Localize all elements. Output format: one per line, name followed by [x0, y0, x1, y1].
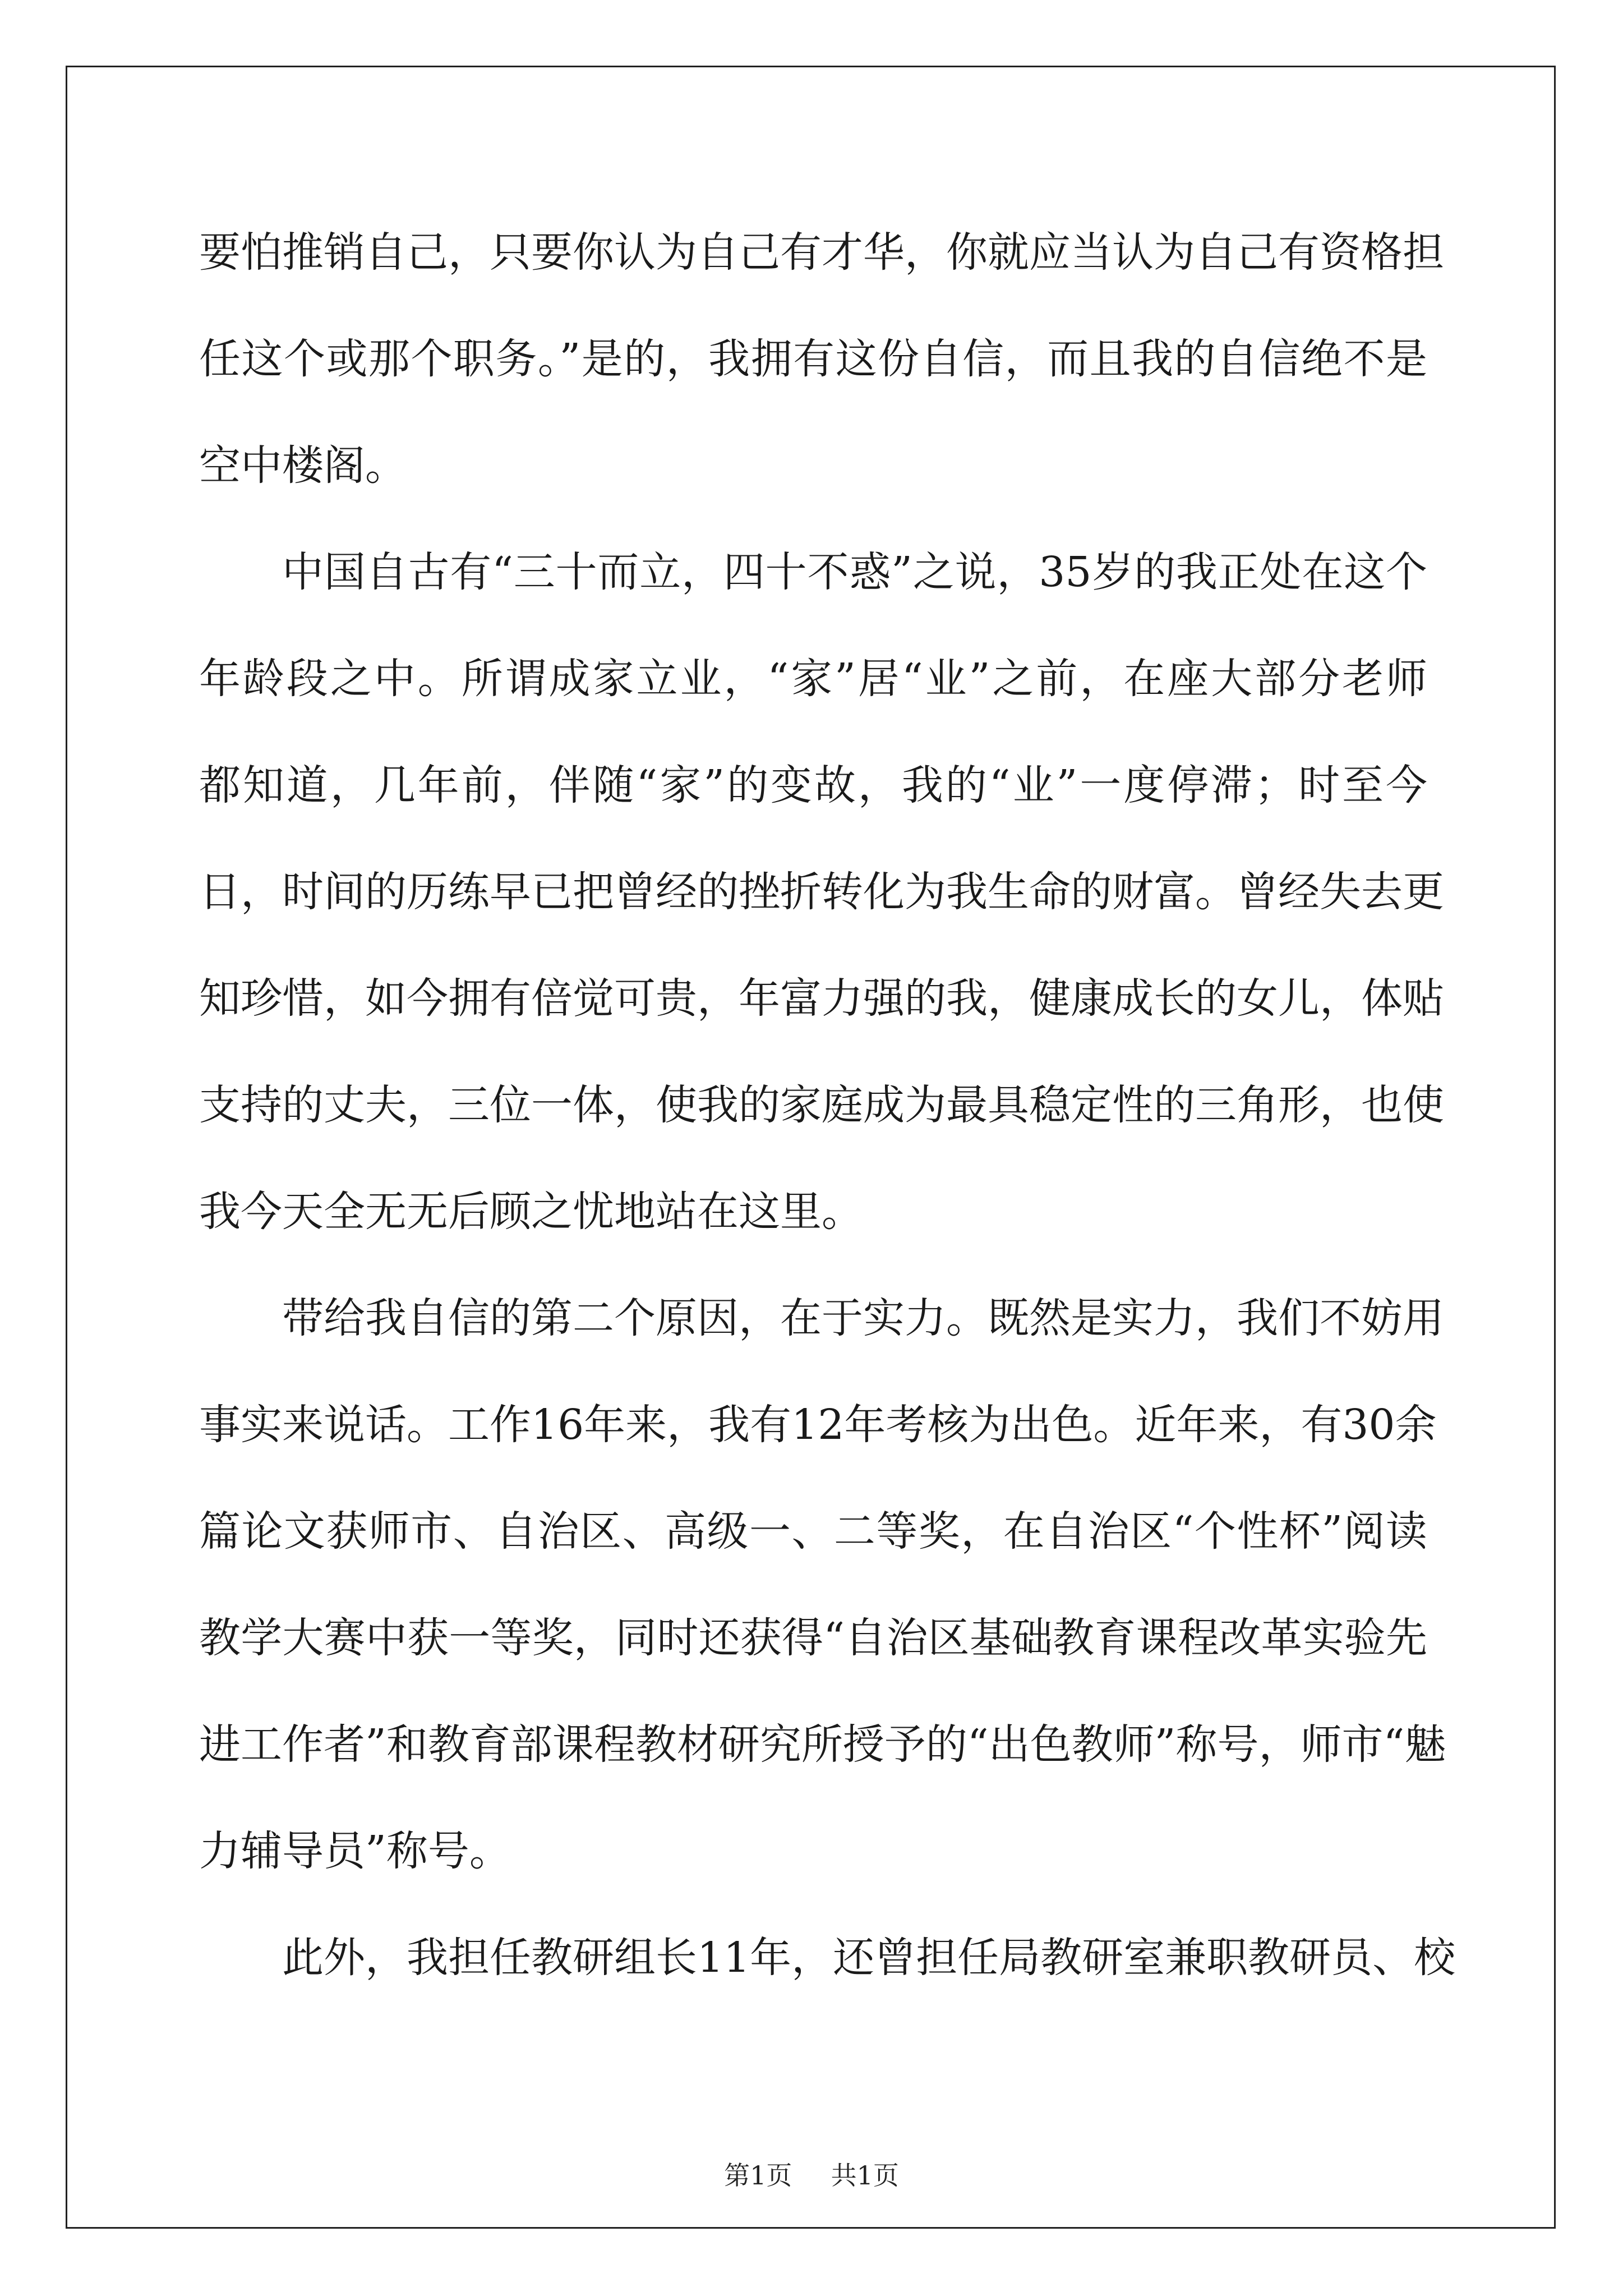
text-line: 我今天全无无后顾之忧地站在这里。	[199, 1188, 863, 1236]
text-line: 此外，我担任教研组长11年，还曾担任局教研室兼职教研员、校	[282, 1934, 1456, 1982]
text-line: 知珍惜，如今拥有倍觉可贵，年富力强的我，健康成长的女儿，体贴	[199, 974, 1444, 1023]
text-line: 空中楼阁。	[199, 441, 407, 490]
text-line: 年龄段之中。所谓成家立业，“家”居“业”之前，在座大部分老师	[199, 655, 1427, 703]
text-line: 要怕推销自己，只要你认为自己有才华，你就应当认为自己有资格担	[199, 228, 1444, 277]
text-line: 日，时间的历练早已把曾经的挫折转化为我生命的财富。曾经失去更	[199, 868, 1444, 916]
page-number-total: 共1页	[831, 2160, 899, 2191]
text-line: 都知道，几年前，伴随“家”的变故，我的“业”一度停滞；时至今	[199, 761, 1427, 809]
text-line: 篇论文获师市、自治区、高级一、二等奖，在自治区“个性杯”阅读	[199, 1507, 1427, 1556]
text-line: 支持的丈夫，三位一体，使我的家庭成为最具稳定性的三角形，也使	[199, 1081, 1444, 1129]
text-line: 任这个或那个职务。”是的，我拥有这份自信，而且我的自信绝不是	[199, 335, 1427, 383]
text-line: 教学大赛中获一等奖，同时还获得“自治区基础教育课程改革实验先	[199, 1614, 1427, 1662]
text-line: 进工作者”和教育部课程教材研究所授予的“出色教师”称号，师市“魅	[199, 1720, 1446, 1769]
page-number-current: 第1页	[724, 2160, 792, 2191]
document-body	[199, 199, 1456, 2011]
page-footer	[0, 2159, 1623, 2192]
text-line: 中国自古有“三十而立，四十不惑”之说，35岁的我正处在这个	[282, 548, 1427, 596]
text-line: 带给我自信的第二个原因，在于实力。既然是实力，我们不妨用	[282, 1294, 1444, 1342]
text-line: 力辅导员”称号。	[199, 1827, 511, 1875]
text-line: 事实来说话。工作16年来，我有12年考核为出色。近年来，有30余	[199, 1401, 1437, 1449]
